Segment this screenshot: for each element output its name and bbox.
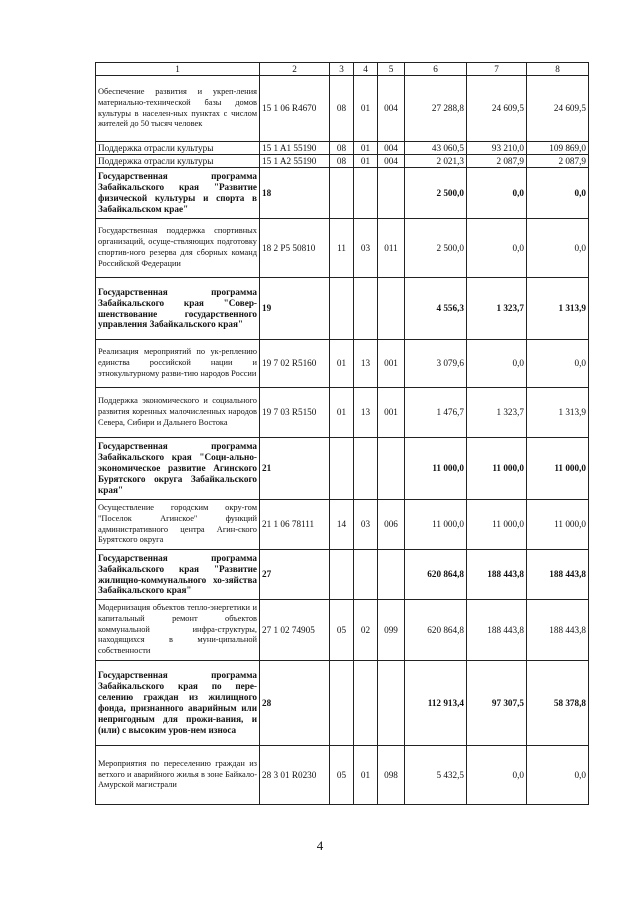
row-value-8: 11 000,0: [527, 500, 589, 550]
row-code: 15 1 06 R4670: [260, 76, 330, 142]
row-code: 28: [260, 661, 330, 746]
row-subsection: 01: [354, 76, 378, 142]
row-value-7: 188 443,8: [467, 600, 527, 661]
row-name: Государственная программа Забайкальского края "Развитие жилищно-коммунального хо-зяйства Забайкальского края": [96, 550, 260, 600]
row-value-8: 0,0: [527, 746, 589, 805]
row-section: [330, 550, 354, 600]
row-value-6: 620 864,8: [405, 550, 467, 600]
row-value-6: 620 864,8: [405, 600, 467, 661]
row-name: Обеспечение развития и укреп-ления материально-технической базы домов культуры в населен-ных пунктах с числом жителей до 50 тысяч человек: [96, 76, 260, 142]
row-name: Государственная поддержка спортивных организаций, осуще-ствляющих подготовку спортив-ного резерва для сборных команд Российской Федерации: [96, 219, 260, 278]
row-subsection: 01: [354, 142, 378, 155]
row-expense-type: 011: [378, 219, 405, 278]
row-value-8: 24 609,5: [527, 76, 589, 142]
row-value-6: 4 556,3: [405, 278, 467, 340]
row-value-7: 0,0: [467, 746, 527, 805]
table-row: [96, 550, 589, 600]
row-section: [330, 661, 354, 746]
page-number: 4: [316, 838, 324, 853]
row-value-7: 0,0: [467, 168, 527, 219]
row-expense-type: 098: [378, 746, 405, 805]
row-code: 21: [260, 438, 330, 500]
row-name: Государственная программа Забайкальского края "Развитие физической культуры и спорта в Забайкальском крае": [96, 168, 260, 219]
table-row: [96, 219, 589, 278]
row-value-6: 112 913,4: [405, 661, 467, 746]
row-expense-type: 006: [378, 500, 405, 550]
row-section: [330, 168, 354, 219]
row-value-7: 97 307,5: [467, 661, 527, 746]
row-value-7: 2 087,9: [467, 155, 527, 168]
row-subsection: 03: [354, 500, 378, 550]
row-code: 28 3 01 R0230: [260, 746, 330, 805]
row-code: 21 1 06 78111: [260, 500, 330, 550]
table-row: [96, 500, 589, 550]
row-code: 19 7 02 R5160: [260, 340, 330, 388]
table-row: [96, 155, 589, 168]
row-name: Государственная программа Забайкальского края "Соци-ально-экономическое развитие Агинского Бурятского округа Забайкальского края": [96, 438, 260, 500]
row-expense-type: 004: [378, 76, 405, 142]
row-value-7: 11 000,0: [467, 500, 527, 550]
header-col-7: 7: [467, 63, 527, 76]
row-subsection: 13: [354, 388, 378, 438]
row-subsection: 13: [354, 340, 378, 388]
row-section: [330, 438, 354, 500]
row-name: Государственная программа Забайкальского края "Совер-шенствование государственного управления Забайкальского края": [96, 278, 260, 340]
row-value-6: 2 021,3: [405, 155, 467, 168]
header-col-6: 6: [405, 63, 467, 76]
row-value-7: 24 609,5: [467, 76, 527, 142]
row-value-7: 93 210,0: [467, 142, 527, 155]
row-section: [330, 278, 354, 340]
row-expense-type: 001: [378, 340, 405, 388]
row-subsection: 03: [354, 219, 378, 278]
row-expense-type: [378, 278, 405, 340]
table-row: [96, 746, 589, 805]
row-section: 08: [330, 142, 354, 155]
row-section: 05: [330, 746, 354, 805]
row-value-7: 188 443,8: [467, 550, 527, 600]
row-value-6: 5 432,5: [405, 746, 467, 805]
row-value-6: 2 500,0: [405, 168, 467, 219]
row-subsection: [354, 278, 378, 340]
budget-table-sheet: [95, 62, 589, 805]
column-number-header-row: [96, 63, 589, 76]
row-value-6: 43 060,5: [405, 142, 467, 155]
table-row: [96, 600, 589, 661]
row-value-6: 3 079,6: [405, 340, 467, 388]
row-subsection: [354, 550, 378, 600]
row-value-6: 11 000,0: [405, 500, 467, 550]
row-value-8: 0,0: [527, 219, 589, 278]
header-col-8: 8: [527, 63, 589, 76]
row-subsection: 02: [354, 600, 378, 661]
row-name: Реализация мероприятий по ук-реплению единства российской нации и этнокультурному разви-тию народов России: [96, 340, 260, 388]
row-value-8: 109 869,0: [527, 142, 589, 155]
row-name: Мероприятия по переселению граждан из ветхого и аварийного жилья в зоне Байкало-Амурской магистрали: [96, 746, 260, 805]
row-expense-type: [378, 438, 405, 500]
row-value-8: 58 378,8: [527, 661, 589, 746]
table-row: [96, 142, 589, 155]
table-row: [96, 278, 589, 340]
row-code: 18: [260, 168, 330, 219]
row-expense-type: [378, 168, 405, 219]
budget-table: [95, 62, 589, 805]
row-value-8: 0,0: [527, 168, 589, 219]
row-expense-type: 001: [378, 388, 405, 438]
row-value-8: 1 313,9: [527, 278, 589, 340]
row-code: 18 2 P5 50810: [260, 219, 330, 278]
row-value-8: 188 443,8: [527, 600, 589, 661]
row-code: 19 7 03 R5150: [260, 388, 330, 438]
row-section: 08: [330, 155, 354, 168]
row-name: Поддержка отрасли культуры: [96, 142, 260, 155]
row-subsection: [354, 661, 378, 746]
header-col-5: 5: [378, 63, 405, 76]
row-value-7: 0,0: [467, 340, 527, 388]
row-subsection: [354, 168, 378, 219]
row-value-8: 1 313,9: [527, 388, 589, 438]
row-value-7: 0,0: [467, 219, 527, 278]
row-section: 08: [330, 76, 354, 142]
row-expense-type: [378, 550, 405, 600]
row-value-6: 1 476,7: [405, 388, 467, 438]
header-col-2: 2: [260, 63, 330, 76]
row-section: 11: [330, 219, 354, 278]
row-value-8: 2 087,9: [527, 155, 589, 168]
row-name: Поддержка экономического и социального развития коренных малочисленных народов Севера, Сибири и Дальнего Востока: [96, 388, 260, 438]
header-col-3: 3: [330, 63, 354, 76]
row-code: 27 1 02 74905: [260, 600, 330, 661]
row-name: Государственная программа Забайкальского края по пере-селению граждан из жилищного фонда, признанного аварийным или непригодным для прожи-вания, и (или) с высоким уров-нем износа: [96, 661, 260, 746]
table-row: [96, 76, 589, 142]
row-code: 15 1 A1 55190: [260, 142, 330, 155]
row-expense-type: [378, 661, 405, 746]
row-value-6: 11 000,0: [405, 438, 467, 500]
table-row: [96, 340, 589, 388]
row-subsection: [354, 438, 378, 500]
row-value-8: 0,0: [527, 340, 589, 388]
row-value-7: 1 323,7: [467, 278, 527, 340]
table-row: [96, 168, 589, 219]
row-value-7: 1 323,7: [467, 388, 527, 438]
row-section: 14: [330, 500, 354, 550]
row-expense-type: 004: [378, 155, 405, 168]
row-value-8: 11 000,0: [527, 438, 589, 500]
row-code: 19: [260, 278, 330, 340]
row-value-6: 27 288,8: [405, 76, 467, 142]
row-value-6: 2 500,0: [405, 219, 467, 278]
header-col-1: 1: [96, 63, 260, 76]
row-section: 01: [330, 340, 354, 388]
row-name: Модернизация объектов тепло-энергетики и капитальный ремонт объектов коммунальной инфра-структуры, находящихся в муни-ципальной собственности: [96, 600, 260, 661]
row-section: 01: [330, 388, 354, 438]
row-subsection: 01: [354, 746, 378, 805]
table-row: [96, 388, 589, 438]
header-col-4: 4: [354, 63, 378, 76]
row-subsection: 01: [354, 155, 378, 168]
table-row: [96, 661, 589, 746]
table-row: [96, 438, 589, 500]
row-expense-type: 099: [378, 600, 405, 661]
row-value-8: 188 443,8: [527, 550, 589, 600]
row-value-7: 11 000,0: [467, 438, 527, 500]
row-code: 15 1 A2 55190: [260, 155, 330, 168]
row-name: Поддержка отрасли культуры: [96, 155, 260, 168]
row-expense-type: 004: [378, 142, 405, 155]
row-section: 05: [330, 600, 354, 661]
row-name: Осуществление городским окру-гом "Поселок Агинское" функций административного центра Агин-ского Бурятского округа: [96, 500, 260, 550]
row-code: 27: [260, 550, 330, 600]
